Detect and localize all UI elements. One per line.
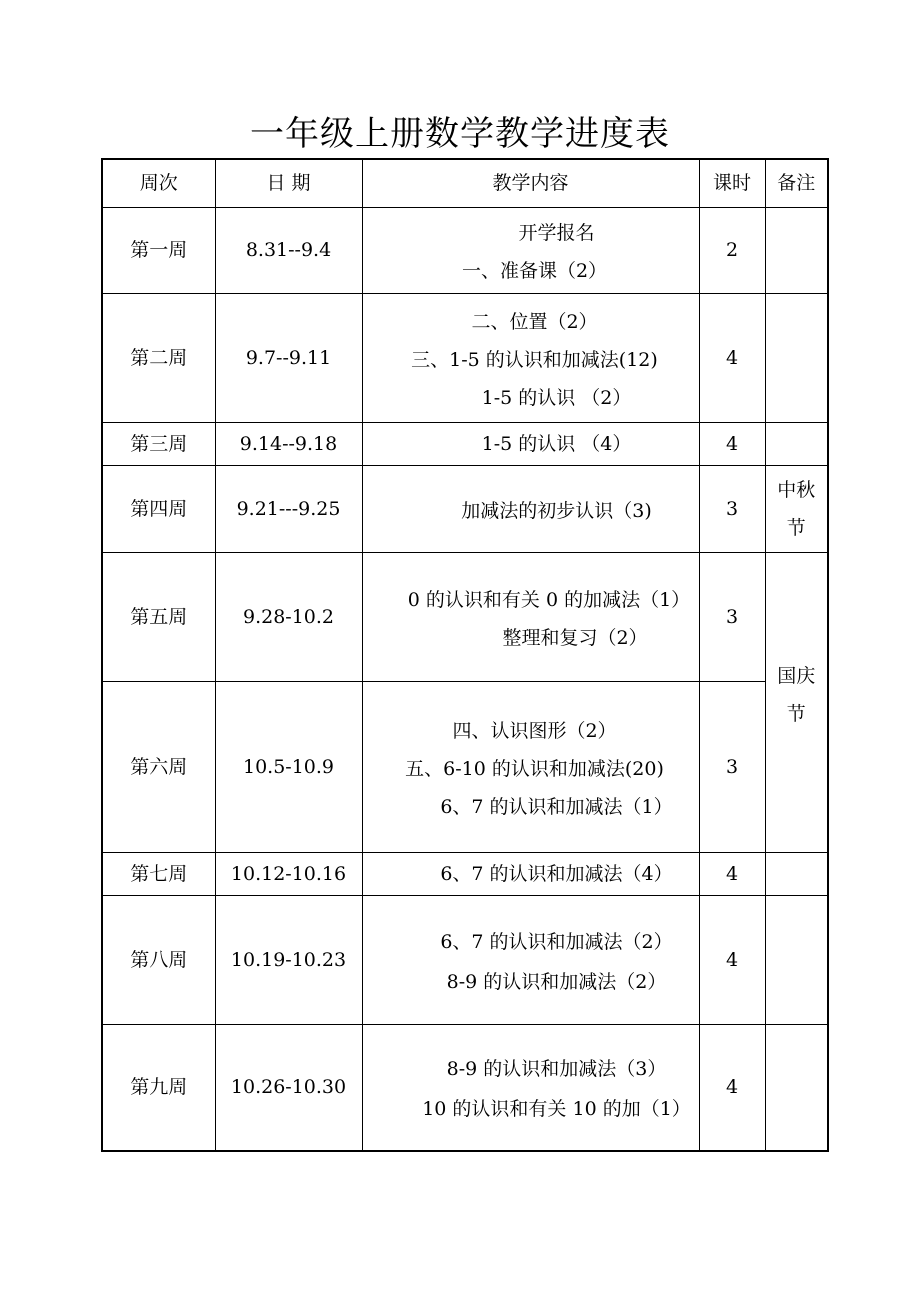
remark-line: 中秋: [777, 478, 816, 501]
week-cell: 第五周: [102, 552, 215, 681]
hours-cell: 4: [699, 293, 765, 422]
header-hours: 课时: [699, 159, 765, 207]
content-line: 1-5 的认识 （2）: [481, 386, 632, 409]
content-cell: [362, 852, 699, 895]
week-cell: 第七周: [102, 852, 215, 895]
content-line: 四、认识图形（2）: [452, 719, 617, 742]
content-line: 8-9 的认识和加减法（2）: [446, 970, 667, 993]
week-cell: 第八周: [102, 895, 215, 1024]
content-line: 五、6-10 的认识和加减法(20): [405, 757, 664, 780]
schedule-table: [101, 158, 829, 1152]
hours-cell: 4: [699, 852, 765, 895]
page-title: 一年级上册数学教学进度表: [250, 114, 670, 154]
content-line: 8-9 的认识和加减法（3）: [446, 1058, 667, 1081]
content-line: 1-5 的认识 （4）: [481, 432, 632, 455]
content-line: 6、7 的认识和加减法（4）: [440, 862, 673, 885]
remark-cell: [765, 1024, 828, 1151]
content-line: 开学报名: [518, 222, 595, 244]
remark-cell: [765, 852, 828, 895]
hours-cell: 3: [699, 552, 765, 681]
table-row: [102, 852, 828, 895]
content-cell: [362, 681, 699, 852]
week-cell: 第六周: [102, 681, 215, 852]
week-cell: 第九周: [102, 1024, 215, 1151]
week-cell: 第一周: [102, 207, 215, 293]
remark-cell: [765, 422, 828, 465]
table-row: [102, 1024, 828, 1151]
hours-cell: 2: [699, 207, 765, 293]
table-row: [102, 552, 828, 681]
content-line: 三、1-5 的认识和加减法(12): [411, 348, 658, 371]
remark-cell: [765, 895, 828, 1024]
table-row: [102, 422, 828, 465]
content-line: 0 的认识和有关 0 的加减法（1）: [407, 588, 691, 611]
header-week: 周次: [102, 159, 215, 207]
header-date: 日 期: [215, 159, 362, 207]
table-row: [102, 465, 828, 552]
hours-cell: 4: [699, 422, 765, 465]
remark-line: 节: [786, 702, 806, 725]
hours-cell: 4: [699, 1024, 765, 1151]
content-line: 6、7 的认识和加减法（2）: [440, 930, 673, 953]
date-cell: 9.21---9.25: [215, 465, 362, 552]
week-cell: 第三周: [102, 422, 215, 465]
remark-line: 节: [786, 516, 806, 539]
content-cell: [362, 207, 699, 293]
date-cell: 9.28-10.2: [215, 552, 362, 681]
content-cell: [362, 293, 699, 422]
week-cell: 第二周: [102, 293, 215, 422]
header-content: 教学内容: [362, 159, 699, 207]
content-cell: [362, 422, 699, 465]
hours-cell: 3: [699, 465, 765, 552]
content-cell: [362, 552, 699, 681]
content-line: 加减法的初步认识（3): [461, 499, 652, 522]
content-line: 整理和复习（2）: [502, 626, 648, 649]
date-cell: 9.14--9.18: [215, 422, 362, 465]
date-cell: 10.12-10.16: [215, 852, 362, 895]
remark-cell: [765, 207, 828, 293]
remark-cell: [765, 465, 828, 552]
week-cell: 第四周: [102, 465, 215, 552]
table-row: [102, 207, 828, 293]
content-line: 6、7 的认识和加减法（1）: [440, 795, 673, 818]
table-row: [102, 681, 828, 852]
table-row: [102, 895, 828, 1024]
date-cell: 10.5-10.9: [215, 681, 362, 852]
content-cell: [362, 465, 699, 552]
remark-cell: [765, 293, 828, 422]
remark-cell: [765, 552, 828, 852]
content-cell: [362, 895, 699, 1024]
date-cell: 9.7--9.11: [215, 293, 362, 422]
date-cell: 8.31--9.4: [215, 207, 362, 293]
hours-cell: 3: [699, 681, 765, 852]
date-cell: 10.19-10.23: [215, 895, 362, 1024]
date-cell: 10.26-10.30: [215, 1024, 362, 1151]
content-line: 10 的认识和有关 10 的加（1）: [422, 1098, 691, 1121]
table-row: [102, 293, 828, 422]
header-row: [102, 159, 828, 207]
content-line: 二、位置（2）: [471, 310, 598, 333]
remark-line: 国庆: [777, 664, 816, 687]
hours-cell: 4: [699, 895, 765, 1024]
content-line: 一、准备课（2）: [461, 260, 608, 282]
content-cell: [362, 1024, 699, 1151]
header-remark: 备注: [765, 159, 828, 207]
